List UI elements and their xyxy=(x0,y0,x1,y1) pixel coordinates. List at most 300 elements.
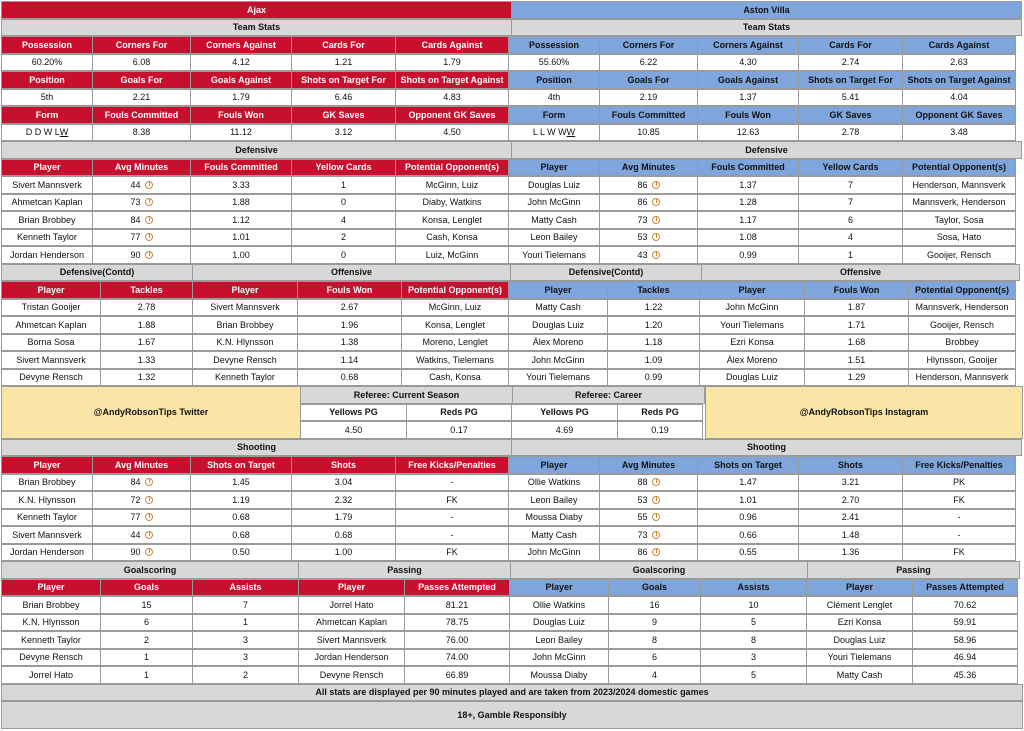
away-offensive-cell: 1.29 xyxy=(804,369,909,387)
away-defensive-col-header: Fouls Committed xyxy=(697,159,799,177)
home-goals-cell: 2 xyxy=(192,666,299,684)
home-goals-cell: 6 xyxy=(100,614,193,632)
away-defensive-cell: 1.08 xyxy=(697,229,799,247)
away-goals-cell: Moussa Diaby xyxy=(509,666,609,684)
home-offensive-cell: 1.96 xyxy=(297,316,402,334)
home-tackles-cell: 1.67 xyxy=(100,334,193,352)
home-defensive-cell: Ahmetcan Kaplan xyxy=(1,194,93,212)
home-team-stat-label: Cards Against xyxy=(395,36,509,54)
away-shooting-col-header: Avg Minutes xyxy=(599,456,698,474)
home-passing-col-header: Passes Attempted xyxy=(404,579,510,597)
away-defensive-cell: 73 xyxy=(599,211,698,229)
home-shooting-cell: Jordan Henderson xyxy=(1,544,93,562)
away-passing-cell: Ezri Konsa xyxy=(806,614,913,632)
stopwatch-icon xyxy=(145,478,153,486)
home-offensive-cell: Sivert Mannsverk xyxy=(192,299,298,317)
home-team-stat-label: Possession xyxy=(1,36,93,54)
defensive-player-row xyxy=(1,229,1015,246)
home-passing-cell: 76.00 xyxy=(404,631,510,649)
home-defensive-col-header: Potential Opponent(s) xyxy=(395,159,509,177)
away-offensive-cell: Brobbey xyxy=(908,334,1016,352)
away-passing-cell: 46.94 xyxy=(912,649,1018,667)
away-team-title: Aston Villa xyxy=(511,1,1022,19)
team-stats-header-row xyxy=(1,36,1015,53)
away-team-stat-label: Goals For xyxy=(599,71,698,89)
home-shooting-cell: 1.00 xyxy=(291,544,396,562)
away-tackles-cell: John McGinn xyxy=(508,351,608,369)
home-goals-cell: Jorrel Hato xyxy=(1,666,101,684)
team-stats-value-row xyxy=(1,89,1015,106)
away-team-stat-value: 2.78 xyxy=(798,124,903,142)
away-team-stat-label: GK Saves xyxy=(798,106,903,124)
home-team-stat-value: 2.21 xyxy=(92,89,191,107)
home-goals-col-header: Goals xyxy=(100,579,193,597)
away-shooting-cell: Moussa Diaby xyxy=(508,509,600,527)
home-shooting-cell: 3.04 xyxy=(291,474,396,492)
away-shooting-cell: 1.47 xyxy=(697,474,799,492)
away-defensive-col-header: Avg Minutes xyxy=(599,159,698,177)
home-passing-cell: Ahmetcan Kaplan xyxy=(298,614,405,632)
home-shooting-col-header: Shots xyxy=(291,456,396,474)
home-shooting-cell: 90 xyxy=(92,544,191,562)
away-defensive-cell: Matty Cash xyxy=(508,211,600,229)
home-team-stat-value: 3.12 xyxy=(291,124,396,142)
away-tackles-cell: Matty Cash xyxy=(508,299,608,317)
stopwatch-icon xyxy=(652,181,660,189)
contd-player-row xyxy=(1,334,1015,351)
away-team-stat-value: L L W W W xyxy=(508,124,600,142)
home-defensive-cell: 0 xyxy=(291,246,396,264)
home-offensive-cell: Kenneth Taylor xyxy=(192,369,298,387)
away-offensive-cell: Mannsverk, Henderson xyxy=(908,299,1016,317)
home-offensive-cell: McGinn, Luiz xyxy=(401,299,509,317)
home-tackles-cell: Borna Sosa xyxy=(1,334,101,352)
home-defensive-cell: Kenneth Taylor xyxy=(1,229,93,247)
footer-note-row xyxy=(1,684,1022,701)
away-team-stat-value: 6.22 xyxy=(599,54,698,72)
stopwatch-icon xyxy=(145,531,153,539)
home-passing-cell: 74.00 xyxy=(404,649,510,667)
home-tackles-cell: Tristan Gooijer xyxy=(1,299,101,317)
home-shooting-col-header: Free Kicks/Penalties xyxy=(395,456,509,474)
away-defensive-cell: Taylor, Sosa xyxy=(902,211,1016,229)
stopwatch-icon xyxy=(652,548,660,556)
home-team-stat-value: 4.83 xyxy=(395,89,509,107)
team-stats-heading-row xyxy=(1,19,1021,36)
home-shooting-col-header: Avg Minutes xyxy=(92,456,191,474)
away-team-stat-value: 2.19 xyxy=(599,89,698,107)
away-shooting-heading: Shooting xyxy=(511,439,1022,457)
home-defensive-cell: 0 xyxy=(291,194,396,212)
away-team-stat-value: 4.30 xyxy=(697,54,799,72)
away-team-stat-value: 1.37 xyxy=(697,89,799,107)
away-offensive-cell: Hlynsson, Gooijer xyxy=(908,351,1016,369)
away-goals-cell: Douglas Luiz xyxy=(509,614,609,632)
away-goalscoring-heading: Goalscoring xyxy=(510,561,808,579)
away-goals-col-header: Player xyxy=(509,579,609,597)
away-shooting-col-header: Shots xyxy=(798,456,903,474)
away-defensive-cell: 1 xyxy=(798,246,903,264)
away-defensive-cell: 7 xyxy=(798,176,903,194)
referee-career-reds-label: Reds PG xyxy=(617,404,703,422)
away-defensive-cell: Leon Bailey xyxy=(508,229,600,247)
stopwatch-icon xyxy=(145,496,153,504)
away-offensive-col-header: Fouls Won xyxy=(804,281,909,299)
away-offensive-cell: Henderson, Mannsverk xyxy=(908,369,1016,387)
away-defensive-cell: 1.17 xyxy=(697,211,799,229)
home-team-stat-label: Fouls Committed xyxy=(92,106,191,124)
home-shooting-cell: 0.50 xyxy=(190,544,292,562)
home-offensive-cell: 2.67 xyxy=(297,299,402,317)
away-shooting-cell: 1.36 xyxy=(798,544,903,562)
away-goals-cell: 5 xyxy=(700,614,807,632)
away-shooting-cell: FK xyxy=(902,544,1016,562)
home-shooting-cell: Brian Brobbey xyxy=(1,474,93,492)
stopwatch-icon xyxy=(145,251,153,259)
away-shooting-cell: 0.66 xyxy=(697,526,799,544)
home-defensive-cell: McGinn, Luiz xyxy=(395,176,509,194)
away-team-stat-label: Opponent GK Saves xyxy=(902,106,1016,124)
home-defensive-cell: Konsa, Lenglet xyxy=(395,211,509,229)
home-defensive-col-header: Player xyxy=(1,159,93,177)
away-passing-col-header: Passes Attempted xyxy=(912,579,1018,597)
home-team-stat-value: 11.12 xyxy=(190,124,292,142)
referee-career-yellows-value: 4.69 xyxy=(511,421,618,439)
home-shooting-cell: 0.68 xyxy=(190,509,292,527)
away-team-stat-label: Corners Against xyxy=(697,36,799,54)
home-goals-cell: Devyne Rensch xyxy=(1,649,101,667)
away-goals-cell: Leon Bailey xyxy=(509,631,609,649)
away-shooting-cell: Leon Bailey xyxy=(508,491,600,509)
goals-passing-player-row xyxy=(1,596,1017,613)
defensive-player-row xyxy=(1,246,1015,263)
home-defensive-cell: 1 xyxy=(291,176,396,194)
away-shooting-cell: 1.48 xyxy=(798,526,903,544)
away-offensive-cell: 1.71 xyxy=(804,316,909,334)
away-defensive-cell: 1.28 xyxy=(697,194,799,212)
away-passing-cell: 45.36 xyxy=(912,666,1018,684)
home-shooting-cell: 1.45 xyxy=(190,474,292,492)
home-defensive-cell: Luiz, McGinn xyxy=(395,246,509,264)
stopwatch-icon xyxy=(145,548,153,556)
home-shooting-heading: Shooting xyxy=(1,439,512,457)
away-team-stat-label: Cards For xyxy=(798,36,903,54)
away-goals-cell: John McGinn xyxy=(509,649,609,667)
away-goals-col-header: Assists xyxy=(700,579,807,597)
defensive-header-row xyxy=(1,159,1015,176)
home-defensive-cell: Sivert Mannsverk xyxy=(1,176,93,194)
instagram-handle-link[interactable]: @AndyRobsonTips Instagram xyxy=(705,386,1023,439)
home-goals-cell: 1 xyxy=(192,614,299,632)
contd-player-row xyxy=(1,369,1015,386)
home-defensive-cell: 1.01 xyxy=(190,229,292,247)
stopwatch-icon xyxy=(652,251,660,259)
home-team-stat-label: GK Saves xyxy=(291,106,396,124)
away-shooting-cell: John McGinn xyxy=(508,544,600,562)
shooting-player-row xyxy=(1,509,1015,526)
away-offensive-cell: 1.51 xyxy=(804,351,909,369)
defensive-heading-row xyxy=(1,141,1021,158)
home-defensive-cell: 1.12 xyxy=(190,211,292,229)
away-shooting-col-header: Shots on Target xyxy=(697,456,799,474)
away-team-stat-label: Possession xyxy=(508,36,600,54)
home-team-stat-value: 8.38 xyxy=(92,124,191,142)
home-goals-cell: 3 xyxy=(192,649,299,667)
home-shooting-cell: 44 xyxy=(92,526,191,544)
home-passing-cell: Jordan Henderson xyxy=(298,649,405,667)
away-passing-cell: Youri Tielemans xyxy=(806,649,913,667)
home-shooting-cell: 77 xyxy=(92,509,191,527)
away-shooting-cell: Matty Cash xyxy=(508,526,600,544)
away-defensive-cell: Douglas Luiz xyxy=(508,176,600,194)
away-defensive-cell: Henderson, Mannsverk xyxy=(902,176,1016,194)
home-offensive-cell: Brian Brobbey xyxy=(192,316,298,334)
away-offensive-cell: Álex Moreno xyxy=(699,351,805,369)
home-shooting-cell: K.N. Hlynsson xyxy=(1,491,93,509)
away-team-stat-label: Position xyxy=(508,71,600,89)
home-defensive-col-header: Yellow Cards xyxy=(291,159,396,177)
home-defensive-cell: 4 xyxy=(291,211,396,229)
home-goals-cell: 3 xyxy=(192,631,299,649)
stopwatch-icon xyxy=(652,531,660,539)
home-defensive-cell: Diaby, Watkins xyxy=(395,194,509,212)
away-offensive-cell: Ezri Konsa xyxy=(699,334,805,352)
home-shooting-cell: 0.68 xyxy=(291,526,396,544)
defensive-player-row xyxy=(1,176,1015,193)
away-goals-cell: 5 xyxy=(700,666,807,684)
away-goals-cell: 16 xyxy=(608,596,701,614)
twitter-handle-link[interactable]: @AndyRobsonTips Twitter xyxy=(1,386,301,439)
away-goals-cell: Ollie Watkins xyxy=(509,596,609,614)
footer-note: All stats are displayed per 90 minutes played and are taken from 2023/2024 domestic games xyxy=(1,684,1023,702)
home-team-stat-label: Corners For xyxy=(92,36,191,54)
away-offensive-cell: John McGinn xyxy=(699,299,805,317)
away-shooting-cell: 86 xyxy=(599,544,698,562)
shooting-header-row xyxy=(1,456,1015,473)
home-shooting-cell: - xyxy=(395,474,509,492)
shooting-player-row xyxy=(1,544,1015,561)
away-team-stat-label: Fouls Committed xyxy=(599,106,698,124)
away-goals-cell: 10 xyxy=(700,596,807,614)
home-defensive-cell: 44 xyxy=(92,176,191,194)
home-shooting-cell: 84 xyxy=(92,474,191,492)
home-shooting-cell: Kenneth Taylor xyxy=(1,509,93,527)
home-shooting-cell: 1.19 xyxy=(190,491,292,509)
away-offensive-heading: Offensive xyxy=(701,264,1020,282)
home-team-stat-label: Goals Against xyxy=(190,71,292,89)
goals-passing-player-row xyxy=(1,631,1017,648)
defensive-player-row xyxy=(1,194,1015,211)
away-passing-heading: Passing xyxy=(807,561,1020,579)
home-team-stat-value: 4.50 xyxy=(395,124,509,142)
away-shooting-cell: 2.41 xyxy=(798,509,903,527)
home-defensive-cell: 1.88 xyxy=(190,194,292,212)
away-shooting-cell: - xyxy=(902,509,1016,527)
home-offensive-cell: 1.14 xyxy=(297,351,402,369)
stopwatch-icon xyxy=(652,198,660,206)
home-goals-cell: 2 xyxy=(100,631,193,649)
away-tackles-cell: 0.99 xyxy=(607,369,700,387)
away-passing-cell: Douglas Luiz xyxy=(806,631,913,649)
home-tackles-cell: Sivert Mannsverk xyxy=(1,351,101,369)
referee-season-heading: Referee: Current Season xyxy=(300,386,513,404)
away-team-stat-value: 55.60% xyxy=(508,54,600,72)
goals-passing-player-row xyxy=(1,666,1017,683)
contd-player-row xyxy=(1,299,1015,316)
away-goals-cell: 8 xyxy=(608,631,701,649)
home-offensive-cell: 1.38 xyxy=(297,334,402,352)
away-defensive-cell: 1.37 xyxy=(697,176,799,194)
home-passing-cell: Jorrel Hato xyxy=(298,596,405,614)
home-passing-heading: Passing xyxy=(298,561,511,579)
away-tackles-col-header: Tackles xyxy=(607,281,700,299)
away-passing-cell: Clément Lenglet xyxy=(806,596,913,614)
away-shooting-cell: - xyxy=(902,526,1016,544)
home-offensive-col-header: Player xyxy=(192,281,298,299)
stopwatch-icon xyxy=(652,496,660,504)
away-team-stat-label: Corners For xyxy=(599,36,698,54)
home-team-stat-label: Shots on Target Against xyxy=(395,71,509,89)
away-team-stat-label: Fouls Won xyxy=(697,106,799,124)
away-shooting-cell: 0.96 xyxy=(697,509,799,527)
home-team-stat-value: 4.12 xyxy=(190,54,292,72)
home-passing-col-header: Player xyxy=(298,579,405,597)
away-offensive-cell: 1.87 xyxy=(804,299,909,317)
footer-gamble-row xyxy=(1,701,1022,728)
goals-passing-player-row xyxy=(1,649,1017,666)
away-tackles-cell: Douglas Luiz xyxy=(508,316,608,334)
home-tackles-cell: 1.32 xyxy=(100,369,193,387)
away-shooting-cell: 2.70 xyxy=(798,491,903,509)
away-offensive-cell: Douglas Luiz xyxy=(699,369,805,387)
away-defensive-cell: 43 xyxy=(599,246,698,264)
stopwatch-icon xyxy=(145,198,153,206)
away-offensive-cell: Gooijer, Rensch xyxy=(908,316,1016,334)
home-tackles-cell: 1.33 xyxy=(100,351,193,369)
away-defensive-cell: Mannsverk, Henderson xyxy=(902,194,1016,212)
referee-season-yellows-value: 4.50 xyxy=(300,421,407,439)
away-defensive-cell: 7 xyxy=(798,194,903,212)
home-offensive-cell: K.N. Hlynsson xyxy=(192,334,298,352)
referee-season-reds-value: 0.17 xyxy=(406,421,512,439)
home-team-stat-value: 1.79 xyxy=(395,54,509,72)
contd-heading-row xyxy=(1,264,1019,281)
away-shooting-cell: PK xyxy=(902,474,1016,492)
goals-passing-header-row xyxy=(1,579,1017,596)
home-defensive-cell: Cash, Konsa xyxy=(395,229,509,247)
referee-career-reds-value: 0.19 xyxy=(617,421,703,439)
team-stats-header-row xyxy=(1,71,1015,88)
away-shooting-cell: 88 xyxy=(599,474,698,492)
contd-player-row xyxy=(1,351,1015,368)
home-offensive-cell: Konsa, Lenglet xyxy=(401,316,509,334)
team-stats-value-row xyxy=(1,124,1015,141)
home-goalscoring-heading: Goalscoring xyxy=(1,561,299,579)
home-offensive-cell: Devyne Rensch xyxy=(192,351,298,369)
home-team-stat-label: Form xyxy=(1,106,93,124)
away-defensive-heading: Defensive xyxy=(511,141,1022,159)
stopwatch-icon xyxy=(145,513,153,521)
home-defensive-cell: 73 xyxy=(92,194,191,212)
home-defensive-contd-heading: Defensive(Contd) xyxy=(1,264,193,282)
away-defensive-contd-heading: Defensive(Contd) xyxy=(510,264,702,282)
home-team-stat-label: Position xyxy=(1,71,93,89)
away-tackles-cell: Álex Moreno xyxy=(508,334,608,352)
home-team-stat-label: Cards For xyxy=(291,36,396,54)
home-tackles-cell: 2.78 xyxy=(100,299,193,317)
away-tackles-cell: 1.18 xyxy=(607,334,700,352)
away-passing-cell: Matty Cash xyxy=(806,666,913,684)
home-team-title: Ajax xyxy=(1,1,512,19)
home-defensive-heading: Defensive xyxy=(1,141,512,159)
away-passing-cell: 58.96 xyxy=(912,631,1018,649)
home-defensive-cell: 84 xyxy=(92,211,191,229)
away-tackles-cell: 1.09 xyxy=(607,351,700,369)
home-shooting-cell: - xyxy=(395,526,509,544)
away-defensive-cell: 53 xyxy=(599,229,698,247)
away-shooting-cell: 3.21 xyxy=(798,474,903,492)
title-row xyxy=(1,1,1021,18)
referee-career-heading: Referee: Career xyxy=(512,386,705,404)
shooting-player-row xyxy=(1,491,1015,508)
home-shooting-cell: FK xyxy=(395,544,509,562)
home-passing-cell: 81.21 xyxy=(404,596,510,614)
home-shooting-cell: - xyxy=(395,509,509,527)
away-team-stat-value: 10.85 xyxy=(599,124,698,142)
away-goals-cell: 4 xyxy=(608,666,701,684)
home-shooting-cell: 2.32 xyxy=(291,491,396,509)
home-goals-cell: 1 xyxy=(100,649,193,667)
referee-season-yellows-label: Yellows PG xyxy=(300,404,407,422)
home-offensive-col-header: Potential Opponent(s) xyxy=(401,281,509,299)
shooting-player-row xyxy=(1,526,1015,543)
home-passing-cell: 78.75 xyxy=(404,614,510,632)
referee-season-reds-label: Reds PG xyxy=(406,404,512,422)
home-defensive-cell: 2 xyxy=(291,229,396,247)
referee-career-yellows-label: Yellows PG xyxy=(511,404,618,422)
footer-gamble-warning: 18+, Gamble Responsibly xyxy=(1,701,1023,729)
home-goals-cell: 7 xyxy=(192,596,299,614)
away-defensive-cell: 86 xyxy=(599,176,698,194)
team-stats-value-row xyxy=(1,54,1015,71)
home-defensive-cell: 77 xyxy=(92,229,191,247)
home-offensive-cell: Cash, Konsa xyxy=(401,369,509,387)
away-team-stat-value: 2.63 xyxy=(902,54,1016,72)
stopwatch-icon xyxy=(145,233,153,241)
away-team-stat-value: 3.48 xyxy=(902,124,1016,142)
stopwatch-icon xyxy=(652,233,660,241)
away-defensive-cell: Sosa, Hato xyxy=(902,229,1016,247)
referee-value-row xyxy=(300,421,702,438)
away-defensive-col-header: Potential Opponent(s) xyxy=(902,159,1016,177)
away-tackles-cell: 1.20 xyxy=(607,316,700,334)
home-goals-cell: Brian Brobbey xyxy=(1,596,101,614)
home-offensive-cell: Watkins, Tielemans xyxy=(401,351,509,369)
away-defensive-cell: 86 xyxy=(599,194,698,212)
home-offensive-heading: Offensive xyxy=(192,264,511,282)
away-team-stat-label: Shots on Target Against xyxy=(902,71,1016,89)
home-passing-cell: Devyne Rensch xyxy=(298,666,405,684)
home-passing-cell: Sivert Mannsverk xyxy=(298,631,405,649)
away-defensive-cell: 0.99 xyxy=(697,246,799,264)
away-tackles-cell: 1.22 xyxy=(607,299,700,317)
away-team-stats-heading: Team Stats xyxy=(511,19,1022,37)
away-team-stat-label: Cards Against xyxy=(902,36,1016,54)
away-defensive-cell: 4 xyxy=(798,229,903,247)
referee-label-row xyxy=(300,404,702,421)
away-team-stat-value: 2.74 xyxy=(798,54,903,72)
home-offensive-col-header: Fouls Won xyxy=(297,281,402,299)
